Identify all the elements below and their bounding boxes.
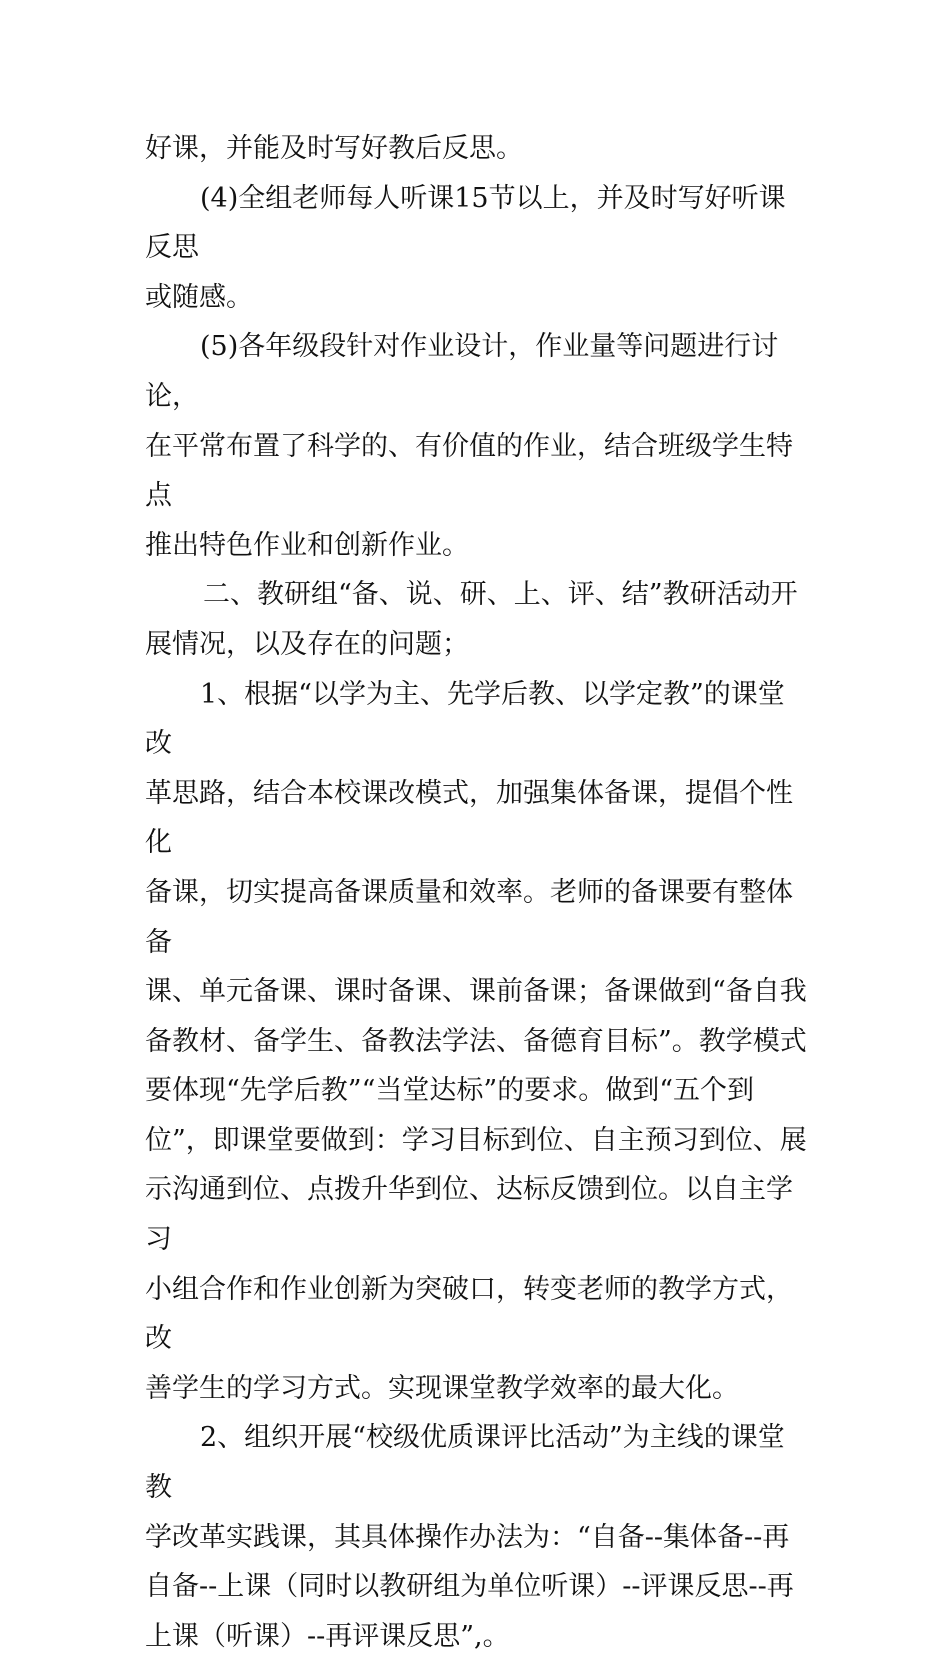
paragraph-continued: 好课，并能及时写好教后反思。 — [145, 133, 523, 164]
paragraph-item-5: (5)各年级段针对作业设计，作业量等问题进行讨论， 在平常布置了科学的、有价值的作业，结合班级学生特点 推出特色作业和创新作业。 — [145, 331, 793, 561]
document-body — [145, 124, 810, 1661]
section-heading-2: 二、教研组“备、说、研、上、评、结”教研活动开 展情况，以及存在的问题； — [145, 579, 798, 660]
paragraph-item-4: (4)全组老师每人听课15节以上，并及时写好听课反思 或随感。 — [145, 182, 786, 313]
paragraph-point-1: 1、根据“以学为主、先学后教、以学定教”的课堂改 革思路，结合本校课改模式，加强集体备课，提倡个性化 备课，切实提高备课质量和效率。老师的备课要有整体备 课、单元备课、课时备课、课前备课；备课做到“备自我 备教材、备学生、备教法学法、备德育目标”。教学模式 要体现“先学后教”“当堂达标”的要求。做到“五个到 位”，即课堂要做到：学习目标到位、自主预习到位、展 示沟通到位、点拨升华到位、达标反馈到位。以自主学习 小组合作和作业创新为突破口，转变老师的教学方式，改 善学生的学习方式。实现课堂教学效率的最大化。 — [145, 678, 807, 1404]
paragraph-point-2: 2、组织开展“校级优质课评比活动”为主线的课堂教 学改革实践课，其具体操作办法为：“自备--集体备--再 自备--上课（同时以教研组为单位听课）--评课反思--再 上课（听课）--再评课反思”,。 — [145, 1422, 794, 1652]
